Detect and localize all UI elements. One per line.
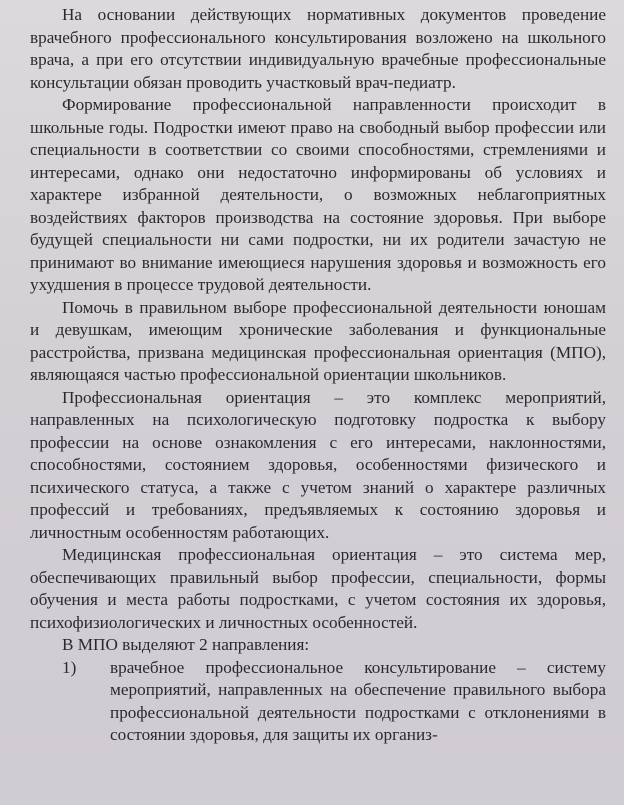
list-intro: В МПО выделяют 2 направления:	[62, 635, 310, 654]
paragraph: Помочь в правильном выборе профессиональной деятельности юношам и девушкам, имеющим хронические заболевания и функциональные расстройства, призвана медицинская профессиональная ориентация (МПО), являющаяся частью профессиональной ориентации школьников.	[30, 297, 606, 384]
list-item-number: 1)	[62, 657, 77, 677]
paragraph: Профессиональная ориентация – это комплекс мероприятий, направленных на психологическую подготовку подростка к выбору профессии на основе ознакомления с его интересами, наклонностями, способностями, состоянием здоровья, особенностями физического и психического статуса, а также с учетом знаний о характере различных профессий и требованиях, предъявляемых к состоянию здоровья и личностным особенностям работающих.	[30, 387, 606, 542]
paragraph: На основании действующих нормативных документов проведение врачебного профессионального консультирования возложено на школьного врача, а при его отсутствии индивидуальную врачебные профессиональные консультации обязан проводить участковый врач-педиатр.	[30, 5, 606, 92]
paragraph: Формирование профессиональной направленности происходит в школьные годы. Подростки имеют право на свободный выбор профессии или специальности в соответствии со своими способностями, стремлениями и интересами, однако они недостаточно информированы об условиях и характере избранной деятельности, о возможных неблагоприятных воздействиях факторов производства на состояние здоровья. При выборе будущей специальности ни сами подростки, ни их родители зачастую не принимают во внимание имеющиеся нарушения здоровья и возможность его ухудшения в процессе трудовой деятельности.	[30, 95, 606, 294]
directions-list	[30, 657, 606, 747]
list-item-text: врачебное профессиональное консультирование – систему мероприятий, направленных на обеспечение правильного выбора профессиональной деятельности подростками с отклонениями в состоянии здоровья, для защиты их организ-	[110, 657, 606, 744]
paragraph: Медицинская профессиональная ориентация – это система мер, обеспечивающих правильный выбор профессии, специальности, формы обучения и места работы подростками, с учетом состояния их здоровья, психофизиологических и личностных особенностей.	[30, 545, 606, 632]
list-item	[30, 657, 606, 747]
